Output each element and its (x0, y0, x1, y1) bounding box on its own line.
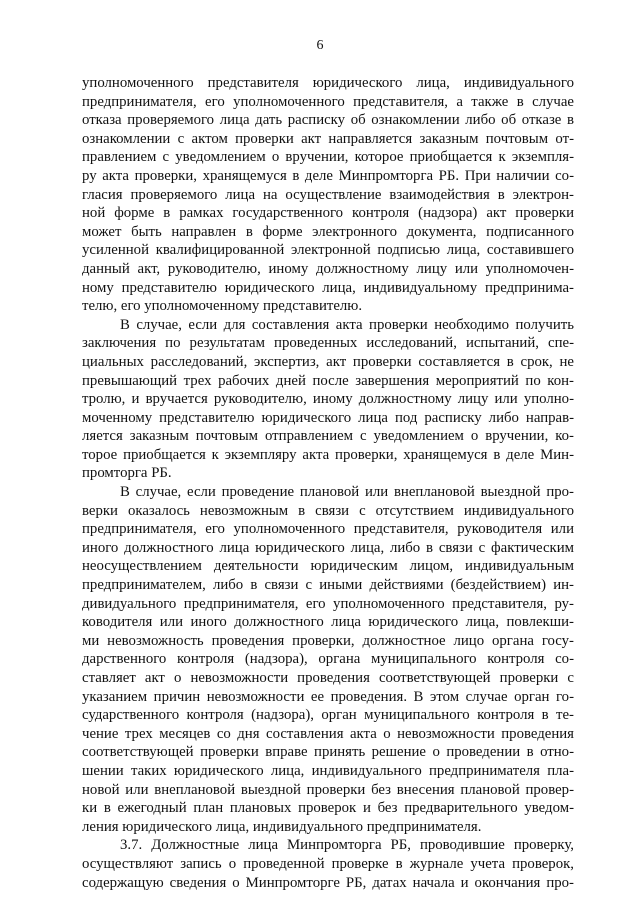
text-line: соответствующей проверки вправе принять решение о проведении в отно- (82, 744, 574, 761)
text-line: уполномоченного представителя юридического лица, индивидуального (82, 75, 574, 91)
text-line: моченному представителю юридического лица под расписку либо направ- (82, 409, 574, 426)
text-line: циальных расследований, экспертиз, акт проверки составляется в срок, не (82, 353, 574, 370)
text-line: ному представителю юридического лица, индивидуальному предпринима- (82, 279, 574, 296)
text-line: усиленной квалифицированной электронной подписью лица, составившего (82, 242, 574, 259)
text-line: ления юридического лица, индивидуального предпринимателя. (82, 818, 482, 835)
text-line: тролю, и вручается руководителю, иному должностному лицу или уполно- (82, 391, 574, 408)
text-line: торое приобщается к экземпляру акта проверки, хранящемуся в деле Мин- (82, 446, 574, 463)
text-line: 3.7. Должностные лица Минпромторга РБ, проводившие проверку, (120, 837, 574, 854)
text-line: правлением с уведомлением о вручении, которое приобщается к экземпля- (82, 149, 574, 166)
paragraph (82, 74, 574, 316)
text-line: данный акт, руководителю, иному должностному лицу или уполномочен- (82, 260, 574, 277)
text-line: превышающий трех рабочих дней после завершения мероприятий по кон- (82, 372, 574, 389)
text-line: содержащую сведения о Минпромторге РБ, датах начала и окончания про- (82, 874, 574, 891)
text-line: верки оказалось невозможным в связи с отсутствием индивидуального (82, 502, 574, 519)
text-line: ляется заказным почтовым отправлением с уведомлением о вручении, ко- (82, 428, 574, 445)
text-line: отказа проверяемого лица дать расписку об ознакомлении либо об отказе в (82, 112, 574, 129)
text-line: предпринимателем, либо в связи с иными действиями (бездействием) ин- (82, 577, 574, 594)
text-line: В случае, если проведение плановой или внеплановой выездной про- (120, 484, 574, 501)
text-line: ставляет акт о невозможности проведения соответствующей проверки с (82, 670, 574, 686)
text-line: предпринимателя, его уполномоченного представителя, руководителя или (82, 521, 574, 538)
text-line: ки в ежегодный план плановых проверок и без предварительного уведом- (82, 800, 574, 817)
text-line: дарственного контроля (надзора), органа муниципального контроля со- (82, 651, 574, 668)
text-line: указанием причин невозможности ее проведения. В этом случае орган го- (82, 688, 574, 705)
text-line: неосуществлением деятельности юридическим лицом, индивидуальным (82, 558, 574, 575)
text-line: сударственного контроля (надзора), орган муниципального контроля в те- (82, 707, 574, 724)
text-line: ной форме в рамках государственного контроля (надзора) акт проверки (82, 205, 574, 222)
text-line: В случае, если для составления акта проверки необходимо получить (120, 316, 574, 333)
paragraph (82, 836, 574, 892)
text-line: промторга РБ. (82, 465, 172, 482)
text-line: ководителя или иного должностного лица юридического лица, повлекши- (82, 614, 574, 631)
text-line: дивидуального предпринимателя, его уполномоченного представителя, ру- (82, 595, 574, 612)
text-line: предпринимателя, его уполномоченного представителя, а также в случае (82, 93, 574, 110)
page-number: 6 (316, 38, 324, 53)
paragraph (82, 316, 574, 483)
text-line: ру акта проверки, хранящемуся в деле Минпромторга РБ. При наличии со- (82, 167, 574, 184)
text-line: телю, его уполномоченному представителю. (82, 298, 363, 315)
text-line: может быть направлен в форме электронного документа, подписанного (82, 223, 574, 240)
text-line: заключения по результатам проведенных исследований, испытаний, спе- (82, 335, 574, 352)
text-line: осуществляют запись о проведенной проверке в журнале учета проверок, (82, 855, 574, 872)
body-text (82, 74, 574, 892)
text-line: новой или внеплановой выездной проверки без внесения плановой провер- (82, 781, 574, 798)
paragraph (82, 483, 574, 836)
text-line: гласия проверяемого лица на осуществление взаимодействия в электрон- (82, 186, 574, 203)
text-line: ознакомлении с актом проверки акт направляется заказным почтовым от- (82, 130, 574, 147)
text-line: иного должностного лица юридического лица, либо в связи с фактическим (82, 539, 574, 556)
text-line: чение трех месяцев со дня составления акта о невозможности проведения (82, 725, 574, 742)
text-line: шении таких юридического лица, индивидуального предпринимателя пла- (82, 762, 574, 779)
text-line: ми невозможность проведения проверки, должностное лицо органа госу- (82, 632, 574, 649)
